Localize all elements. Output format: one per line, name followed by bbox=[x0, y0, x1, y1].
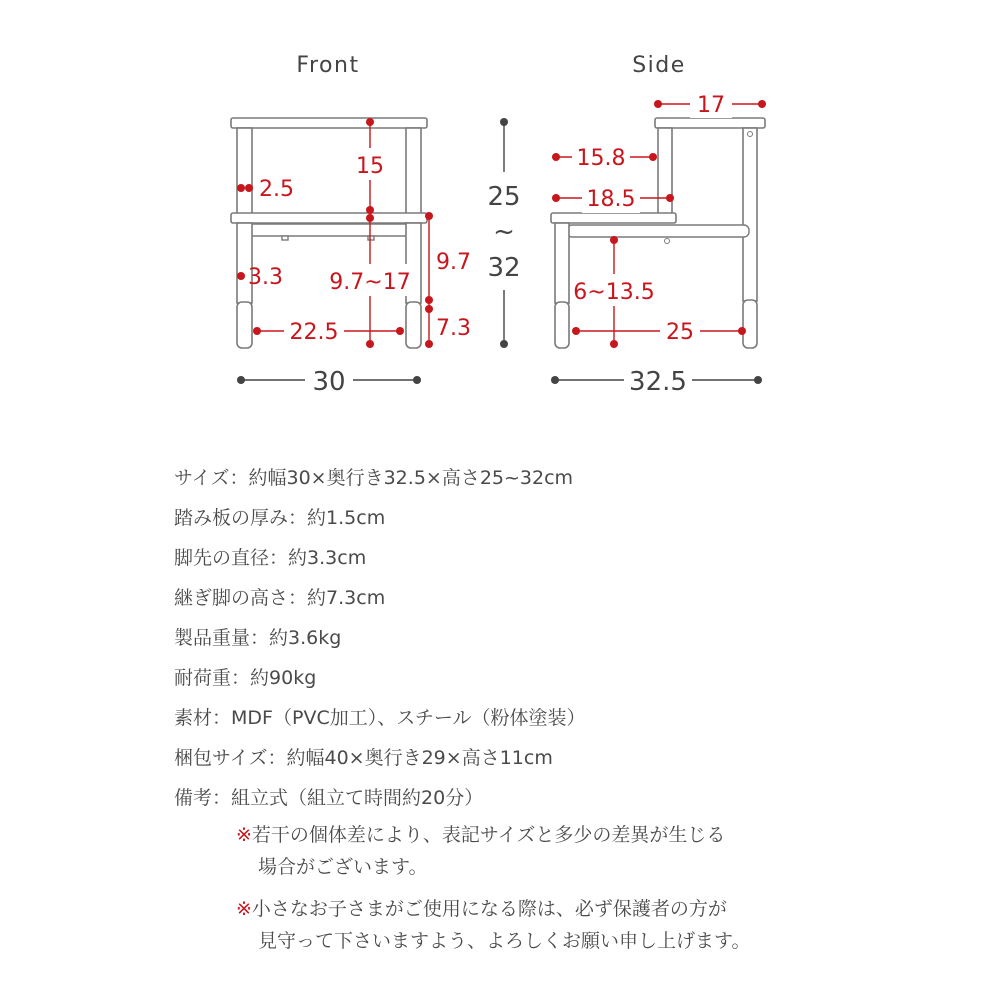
side-lower-offset-label: 18.5 bbox=[586, 187, 636, 212]
spec-label: 梱包サイズ bbox=[174, 747, 268, 769]
side-view-title: Side bbox=[632, 53, 686, 78]
side-rail bbox=[567, 225, 749, 237]
spec-label: 耐荷重 bbox=[174, 667, 232, 689]
front-rail bbox=[248, 224, 410, 236]
front-extension-label: 9.7 bbox=[436, 250, 471, 275]
side-top-board bbox=[655, 118, 765, 128]
spec-label: 踏み板の厚み bbox=[174, 507, 289, 529]
side-lower-height-label: 6~13.5 bbox=[573, 280, 655, 305]
front-middle-board bbox=[231, 213, 427, 223]
spec-row-board-thickness bbox=[174, 498, 974, 538]
spec-separator: ： bbox=[288, 587, 308, 609]
spec-separator: ： bbox=[229, 467, 249, 489]
spec-row-material bbox=[174, 698, 974, 738]
front-upper-leg-left bbox=[237, 128, 252, 214]
side-inner-depth-label: 25 bbox=[666, 320, 694, 345]
spec-row-load-capacity bbox=[174, 658, 974, 698]
side-upper-leg-back bbox=[743, 128, 757, 301]
spec-separator: ： bbox=[269, 547, 289, 569]
note-line-1: 小さなお子さまがご使用になる際は、必ず保護者の方が bbox=[251, 898, 727, 920]
spec-value: 約幅40×奥行き29×高さ11cm bbox=[286, 747, 553, 769]
spec-label: 備考 bbox=[174, 787, 213, 809]
dimension-diagram bbox=[0, 0, 1000, 440]
spec-label: サイズ bbox=[174, 467, 230, 489]
spec-separator: ： bbox=[250, 627, 270, 649]
spec-value: MDF（PVC加工）、スチール（粉体塗装） bbox=[231, 707, 586, 729]
height-dimension bbox=[484, 118, 524, 348]
front-view-title: Front bbox=[296, 53, 360, 78]
spec-row-remarks bbox=[174, 778, 974, 818]
spec-label: 脚先の直径 bbox=[174, 547, 270, 569]
spec-value: 組立式（組立て時間約20分） bbox=[231, 787, 484, 809]
spec-row-weight bbox=[174, 618, 974, 658]
spec-value: 約7.3cm bbox=[307, 587, 386, 609]
spec-list bbox=[174, 458, 974, 818]
height-label-bottom: 32 bbox=[487, 253, 521, 283]
front-top-gap-label: 15 bbox=[356, 154, 384, 179]
side-extension-leg-back bbox=[743, 300, 757, 348]
front-leg-extension-label: 7.3 bbox=[436, 316, 471, 341]
spec-row-extension-height bbox=[174, 578, 974, 618]
front-leg-diameter-label: 3.3 bbox=[248, 265, 283, 290]
side-upper-offset-label: 15.8 bbox=[576, 146, 626, 171]
front-total-width-label: 30 bbox=[312, 367, 346, 397]
front-top-board bbox=[231, 118, 427, 128]
note-mark: ※ bbox=[236, 898, 252, 920]
spec-label: 素材 bbox=[174, 707, 213, 729]
spec-separator: ： bbox=[267, 747, 287, 769]
front-upper-leg-right bbox=[406, 128, 421, 214]
spec-row-leg-diameter bbox=[174, 538, 974, 578]
side-lower-leg-front bbox=[555, 223, 569, 303]
front-view-stool bbox=[231, 118, 427, 348]
spec-value: 約1.5cm bbox=[307, 507, 386, 529]
height-label-tilde: ~ bbox=[493, 217, 515, 247]
side-top-depth-label: 17 bbox=[697, 93, 725, 118]
note-line-1: 若干の個体差により、表記サイズと多少の差異が生じる bbox=[251, 824, 726, 846]
spec-row-package-size bbox=[174, 738, 974, 778]
spec-label: 継ぎ脚の高さ bbox=[174, 587, 289, 609]
spec-separator: ： bbox=[231, 667, 251, 689]
front-inner-height-label: 9.7~17 bbox=[329, 270, 411, 295]
spec-label: 製品重量 bbox=[174, 627, 251, 649]
front-dimensions bbox=[237, 118, 471, 398]
front-extension-leg-right bbox=[406, 302, 421, 348]
front-inner-width-label: 22.5 bbox=[289, 320, 339, 345]
spec-value: 約3.6kg bbox=[269, 627, 342, 649]
spec-separator: ： bbox=[212, 787, 232, 809]
side-extension-leg-front bbox=[555, 302, 569, 348]
front-board-thickness-label: 2.5 bbox=[259, 177, 294, 202]
spec-row-size bbox=[174, 458, 974, 498]
note-mark: ※ bbox=[236, 824, 252, 846]
spec-value: 約幅30×奥行き32.5×高さ25~32cm bbox=[248, 467, 574, 489]
height-label-top: 25 bbox=[487, 182, 521, 212]
front-rail-bracket-left bbox=[282, 236, 288, 240]
note-line-2: 場合がございます。 bbox=[258, 856, 428, 878]
spec-separator: ： bbox=[212, 707, 232, 729]
front-rail-bracket-right bbox=[368, 236, 374, 240]
front-extension-leg-left bbox=[237, 302, 252, 348]
spec-value: 約3.3cm bbox=[288, 547, 367, 569]
spec-value: 約90kg bbox=[250, 667, 317, 689]
note-size-variance bbox=[236, 819, 856, 883]
front-lower-leg-left bbox=[237, 223, 252, 303]
spec-separator: ： bbox=[288, 507, 308, 529]
side-lower-board bbox=[551, 213, 676, 223]
note-child-safety bbox=[236, 893, 856, 957]
side-total-depth-label: 32.5 bbox=[629, 367, 687, 397]
note-line-2: 見守って下さいますよう、よろしくお願い申し上げます。 bbox=[258, 930, 751, 952]
